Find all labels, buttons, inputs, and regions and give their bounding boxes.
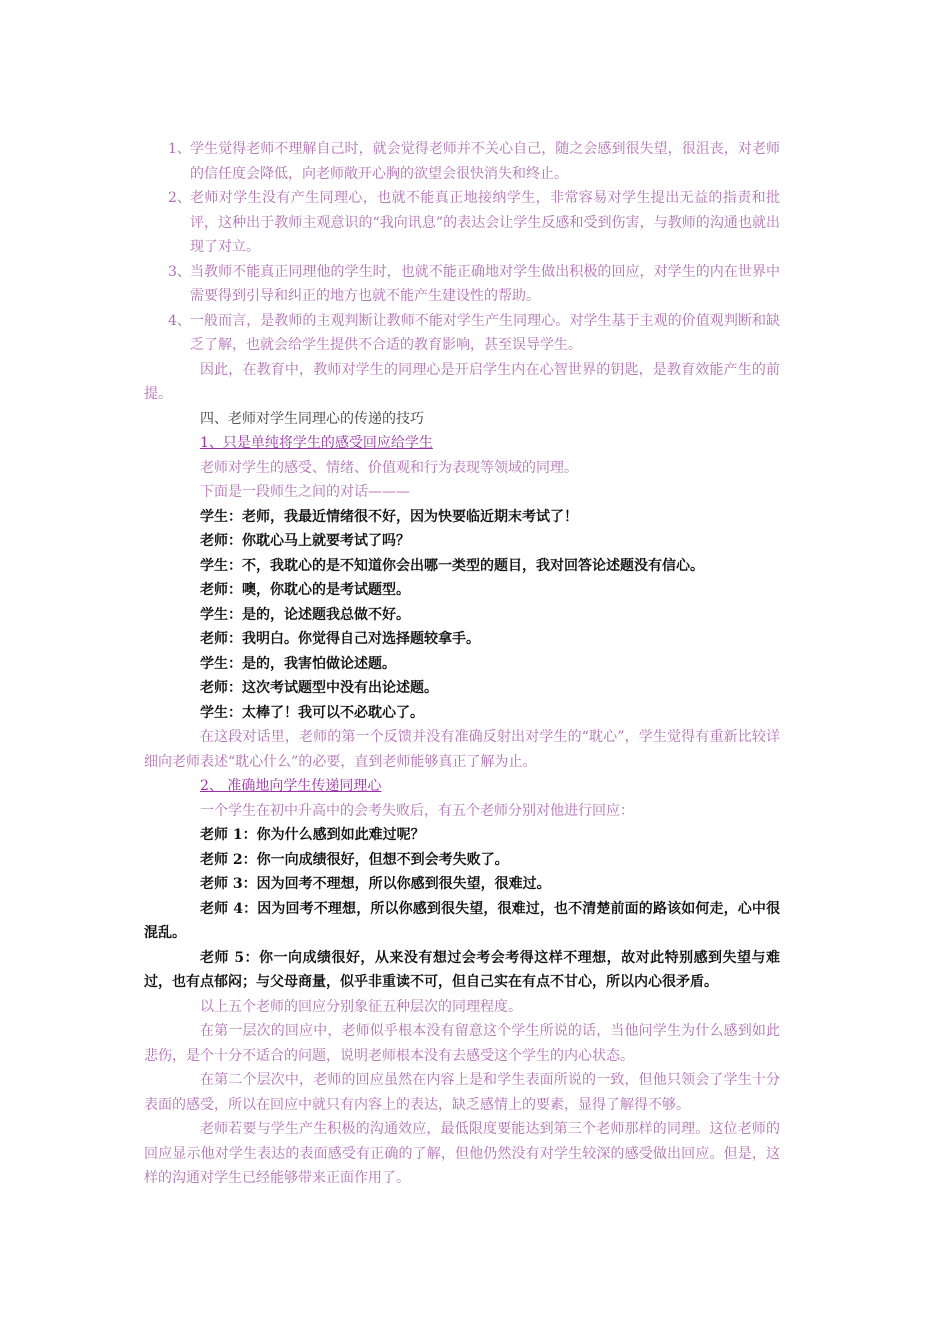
list-number: 2、 (168, 190, 191, 206)
dialog-line: 学生：老师，我最近情绪很不好，因为快要临近期末考试了！ (200, 508, 578, 525)
dialog-analysis: 在这段对话里，老师的第一个反馈并没有准确反射出对学生的“耽心”，学生觉得有重新比较详细向老师表述“耽心什么”的必要，直到老师能够真正了解为止。 (144, 729, 780, 770)
dialog-intro: 下面是一段师生之间的对话——— (200, 484, 410, 500)
analysis-paragraph: 在第二个层次中，老师的回应虽然在内容上是和学生表面所说的一致，但他只领会了学生十分表面的感受，所以在回应中就只有内容上的表达，缺乏感情上的要素，显得了解得不够。 (144, 1072, 780, 1113)
dialog-line: 老师：噢，你耽心的是考试题型。 (200, 582, 410, 598)
list-item (144, 137, 780, 186)
dialog-line: 学生：不，我耽心的是不知道你会出哪一类型的题目，我对回答论述题没有信心。 (200, 557, 704, 574)
dialog-line: 学生：太棒了！我可以不必耽心了。 (200, 704, 424, 721)
list-item (144, 260, 780, 309)
analysis-paragraph: 老师若要与学生产生积极的沟通效应，最低限度要能达到第三个老师那样的同理。这位老师的回应显示他对学生表达的表面感受有正确的了解，但他仍然没有对学生较深的感受做出回应。但是，这样的沟通对学生已经能够带来正面作用了。 (144, 1121, 780, 1186)
teacher-response: 老师 4：因为回考不理想，所以你感到很失望，很难过，也不清楚前面的路该如何走，心中很混乱。 (144, 900, 780, 941)
list-number: 4、 (168, 312, 191, 329)
list-text: 当教师不能真正同理他的学生时，也就不能正确地对学生做出积极的回应，对学生的内在世界中需要得到引导和纠正的地方也就不能产生建设性的帮助。 (190, 263, 780, 304)
list-text: 一般而言，是教师的主观判断让教师不能对学生产生同理心。对学生基于主观的价值观判断和缺乏了解，也就会给学生提供不合适的教育影响，甚至误导学生。 (190, 312, 780, 353)
dialog-line: 学生：是的，论述题我总做不好。 (200, 606, 410, 623)
list-item (144, 186, 780, 260)
analysis-paragraph: 在第一层次的回应中，老师似乎根本没有留意这个学生所说的话，当他问学生为什么感到如此悲伤，是个十分不适合的问题，说明老师根本没有去感受这个学生的内心状态。 (144, 1023, 780, 1064)
list-text: 老师对学生没有产生同理心，也就不能真正地接纳学生，非常容易对学生提出无益的指责和批评，这种出于教师主观意识的“我向讯息”的表达会让学生反感和受到伤害，与教师的沟通也就出现了对立。 (190, 190, 780, 255)
dialog-line: 老师：你耽心马上就要考试了吗？ (200, 533, 410, 549)
dialog-line: 老师：这次考试题型中没有出论述题。 (200, 680, 438, 696)
conclusion-paragraph: 因此，在教育中，教师对学生的同理心是开启学生内在心智世界的钥匙，是教育效能产生的前提。 (144, 361, 780, 402)
document-body (144, 137, 780, 1191)
tip2-title-link[interactable]: 2、 准确地向学生传递同理心 (200, 778, 382, 794)
teacher-response: 老师 5：你一向成绩很好，从来没有想过会考会考得这样不理想，故对此特别感到失望与难过，也有点郁闷；与父母商量，似乎非重读不可，但自己实在有点不甘心，所以内心很矛盾。 (144, 949, 780, 990)
dialog-line: 老师：我明白。你觉得自己对选择题较拿手。 (200, 631, 480, 647)
list-text: 学生觉得老师不理解自己时，就会觉得老师并不关心自己，随之会感到很失望，很沮丧，对老师的信任度会降低，向老师敞开心胸的欲望会很快消失和终止。 (190, 141, 780, 182)
summary-paragraph: 以上五个老师的回应分别象征五种层次的同理程度。 (200, 998, 522, 1015)
list-number: 3、 (168, 263, 191, 280)
section-heading: 四、老师对学生同理心的传递的技巧 (200, 410, 424, 427)
tip2-intro: 一个学生在初中升高中的会考失败后，有五个老师分别对他进行回应： (200, 802, 634, 819)
teacher-response: 老师 2：你一向成绩很好，但想不到会考失败了。 (200, 851, 509, 868)
list-number: 1、 (168, 141, 191, 157)
teacher-response: 老师 1：你为什么感到如此难过呢？ (200, 827, 425, 843)
list-item (144, 309, 780, 358)
tip1-description: 老师对学生的感受、情绪、价值观和行为表现等领域的同理。 (200, 459, 578, 476)
dialog-line: 学生：是的，我害怕做论述题。 (200, 655, 396, 672)
tip1-title-link[interactable]: 1、只是单纯将学生的感受回应给学生 (200, 435, 433, 451)
teacher-response: 老师 3：因为回考不理想，所以你感到很失望，很难过。 (200, 876, 551, 892)
